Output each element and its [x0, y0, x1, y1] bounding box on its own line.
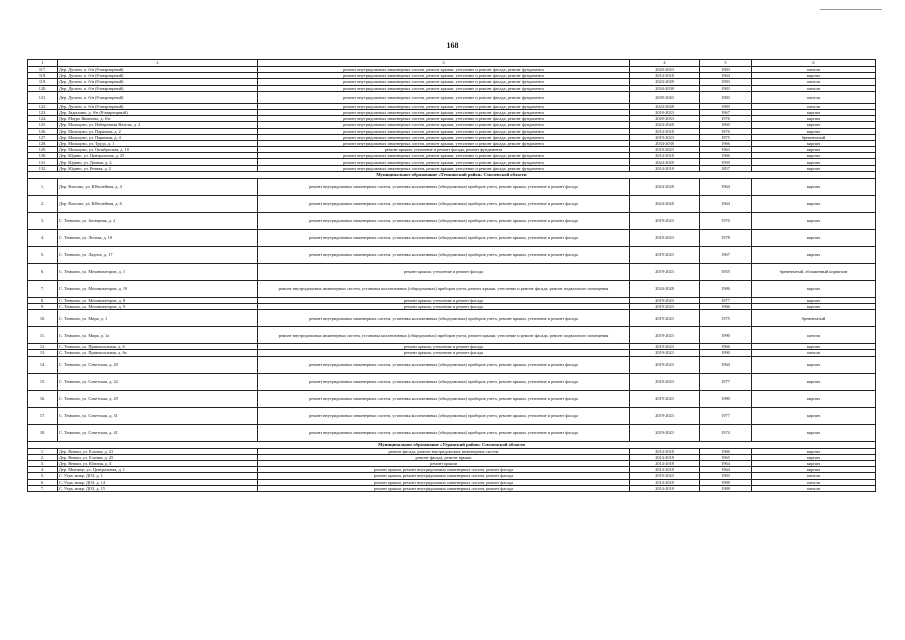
works-cell: ремонт внутридомовых инженерных систем, установка коллективных (общедомовых) приборов учета, ремонт крыши, утепление и ремонт фасада — [258, 373, 630, 390]
address-cell: Дер. Юдино, ул. Речная, д. 2 — [58, 165, 258, 171]
row-number: 124. — [28, 116, 58, 122]
year-built-cell: 1967 — [700, 246, 752, 263]
row-number: 130. — [28, 153, 58, 159]
year-built-cell: 1974 — [700, 424, 752, 441]
period-cell: 2019-2023 — [630, 373, 700, 390]
works-cell: ремонт крыши, ремонт внутридомовых инженерных систем, ремонт фасада — [258, 485, 630, 491]
address-cell: С. Темкино, ул. Мира, д. 1а — [58, 327, 258, 344]
address-cell: Дер. Мольцово, ул. Парковая, д. 4 — [58, 134, 258, 140]
row-number: 6. — [28, 263, 58, 280]
wall-material-cell: кирпич — [752, 246, 876, 263]
wall-material-cell: кирпич — [752, 165, 876, 171]
address-cell: С. Темкино, ул. Механизаторов, д. 8 — [58, 297, 258, 303]
row-number: 6. — [28, 479, 58, 485]
period-cell: 2019-2023 — [630, 246, 700, 263]
address-cell: Дер. Мольцово, ул. Октябрьская, д. 10 — [58, 147, 258, 153]
row-number: 125. — [28, 122, 58, 128]
column-number-row — [28, 60, 876, 67]
period-cell: 2034-2038 — [630, 85, 700, 91]
row-number: 127. — [28, 134, 58, 140]
works-cell: ремонт внутридомовых инженерных систем, ремонт крыши, утепление и ремонт фасада, ремонт фундамента — [258, 85, 630, 91]
row-number: 16. — [28, 390, 58, 407]
year-built-cell: 1965 — [700, 454, 752, 460]
wall-material-cell: кирпич — [752, 390, 876, 407]
year-built-cell: 1875 — [700, 134, 752, 140]
address-cell: Дер. Задыхино, д. б/н (8-квартирный) — [58, 109, 258, 115]
row-number: 119. — [28, 79, 58, 85]
period-cell: 2020-2023 — [630, 67, 700, 73]
year-built-cell: 1966 — [700, 344, 752, 350]
wall-material-cell: кирпич — [752, 448, 876, 454]
works-cell: ремонт крыши, ремонт внутридомовых инженерных систем, ремонт фасада — [258, 473, 630, 479]
table-row — [28, 373, 876, 390]
year-built-cell: 1988 — [700, 485, 752, 491]
works-cell: ремонт внутридомовых инженерных систем, установка коллективных (общедомовых) приборов учета, ремонт крыши, утепление и ремонт фасада — [258, 356, 630, 373]
row-number: 128. — [28, 140, 58, 146]
period-cell: 2014-2018 — [630, 165, 700, 171]
row-number: 122. — [28, 103, 58, 109]
row-number: 4. — [28, 467, 58, 473]
row-number: 3. — [28, 460, 58, 466]
table-row — [28, 195, 876, 212]
period-cell: 2024-2028 — [630, 195, 700, 212]
works-cell: ремонт фасада, ремонт крыши — [258, 454, 630, 460]
works-cell: ремонт внутридомовых инженерных систем, ремонт крыши, утепление и ремонт фасада, ремонт фундамента — [258, 165, 630, 171]
wall-material-cell: кирпич — [752, 159, 876, 165]
address-cell: Дер. Мытище, ул. Центральная, д. 1 — [58, 467, 258, 473]
row-number: 17. — [28, 407, 58, 424]
row-number: 10. — [28, 310, 58, 327]
period-cell: 2019-2023 — [630, 134, 700, 140]
address-cell: Дер. Власово, ул. Юбилейная, д. 6 — [58, 195, 258, 212]
wall-material-cell: панели — [752, 79, 876, 85]
period-cell: 2014-2018 — [630, 460, 700, 466]
row-number: 3. — [28, 212, 58, 229]
row-number: 126. — [28, 128, 58, 134]
table-row — [28, 246, 876, 263]
works-cell: ремонт внутридомовых инженерных систем, ремонт крыши, утепление и ремонт фасада, ремонт фундамента — [258, 103, 630, 109]
works-cell: ремонт внутридомовых инженерных систем, установка коллективных (общедомовых) приборов учета, ремонт крыши, утепление и ремонт фасада — [258, 407, 630, 424]
year-built-cell: 1966 — [700, 140, 752, 146]
address-cell: Дер. Дугино, п. б/н (8-квартирный) — [58, 103, 258, 109]
period-cell: 2014-2018 — [630, 479, 700, 485]
period-cell: 2019-2023 — [630, 109, 700, 115]
works-cell: ремонт внутридомовых инженерных систем, установка коллективных (общедомовых) приборов учета, ремонт крыши, утепление и ремонт фасада — [258, 424, 630, 441]
wall-material-cell: кирпич — [752, 128, 876, 134]
table-row — [28, 485, 876, 491]
table-row — [28, 356, 876, 373]
row-number: 2. — [28, 195, 58, 212]
table-row — [28, 327, 876, 344]
year-built-cell: 1964 — [700, 195, 752, 212]
address-cell: С. Темкино, ул. Советская, д. 20 — [58, 356, 258, 373]
year-built-cell: 1975 — [700, 310, 752, 327]
year-built-cell: 1964 — [700, 73, 752, 79]
works-cell: ремонт внутридомовых инженерных систем, ремонт крыши, утепление и ремонт фасада, ремонт фундамента — [258, 79, 630, 85]
works-cell: ремонт внутридомовых инженерных систем, ремонт крыши, утепление и ремонт фасада, ремонт фундамента — [258, 109, 630, 115]
year-built-cell: 1988 — [700, 479, 752, 485]
period-cell: 2019-2023 — [630, 297, 700, 303]
wall-material-cell: кирпич — [752, 467, 876, 473]
works-cell: ремонт внутридомовых инженерных систем, установка коллективных (общедомовых) приборов учета, ремонт крыши, утепление и ремонт фасада — [258, 195, 630, 212]
works-cell: ремонт внутридомовых инженерных систем, установка коллективных (общедомовых) приборов учета, ремонт крыши, утепление и ремонт фасада — [258, 229, 630, 246]
year-built-cell: 1983 — [700, 85, 752, 91]
period-cell: 2014-2018 — [630, 454, 700, 460]
table-row — [28, 407, 876, 424]
wall-material-cell: кирпич — [752, 356, 876, 373]
page-number: 168 — [446, 41, 459, 50]
year-built-cell: 1959 — [700, 159, 752, 165]
address-cell: Дер. Мольцово, ул. Парковая, д. 2 — [58, 128, 258, 134]
section-heading-row — [28, 171, 876, 178]
wall-material-cell: панели — [752, 485, 876, 491]
row-number: 120. — [28, 85, 58, 91]
row-number: 4. — [28, 229, 58, 246]
section-title: Муниципальное образование «Угранский район» Смоленской области — [28, 441, 876, 448]
address-cell: Дер. Юдино, ул. Дачная, д. 2 — [58, 159, 258, 165]
table-row — [28, 212, 876, 229]
year-built-cell: 1860 — [700, 122, 752, 128]
table-row — [28, 310, 876, 327]
wall-material-cell: бревенчатый — [752, 310, 876, 327]
address-cell: Дер. Дугино, п. б/н (8-квартирный) — [58, 73, 258, 79]
address-cell: Дер. Дугино, п. б/н (8-квартирный) — [58, 79, 258, 85]
table-row — [28, 229, 876, 246]
address-cell: С. Темкино, ул. Мира, д. 1 — [58, 310, 258, 327]
row-number: 132. — [28, 165, 58, 171]
works-cell: ремонт внутридомовых инженерных систем, ремонт крыши, утепление и ремонт фасада, ремонт фундамента — [258, 73, 630, 79]
year-built-cell: 1983 — [700, 79, 752, 85]
address-cell: С. Темкино, ул. Советская, д. 22 — [58, 373, 258, 390]
address-cell: С. Темкино, ул. Советская, д. 41 — [58, 424, 258, 441]
table-body — [28, 67, 876, 492]
wall-material-cell: панели — [752, 479, 876, 485]
address-cell: Дер. Мольцово, ул. Труда, д. 1 — [58, 140, 258, 146]
row-number: 1. — [28, 178, 58, 195]
address-cell: Дер. Мауро Яковлево, д. б/н — [58, 116, 258, 122]
wall-material-cell: кирпич — [752, 122, 876, 128]
column-header: 1 — [28, 60, 58, 67]
header-rule — [820, 9, 882, 10]
wall-material-cell: кирпич — [752, 304, 876, 310]
year-built-cell: 1977 — [700, 297, 752, 303]
period-cell: 2014-2018 — [630, 485, 700, 491]
wall-material-cell: кирпич — [752, 116, 876, 122]
wall-material-cell: кирпич — [752, 229, 876, 246]
period-cell: 2024-2028 — [630, 103, 700, 109]
row-number: 8. — [28, 297, 58, 303]
works-cell: ремонт крыши — [258, 460, 630, 466]
year-built-cell: 1977 — [700, 407, 752, 424]
period-cell: 2019-2023 — [630, 424, 700, 441]
works-cell: ремонт внутридомовых инженерных систем, установка коллективных (общедомовых) приборов учета, ремонт крыши, утепление и ремонт фасада — [258, 390, 630, 407]
year-built-cell: 1966 — [700, 153, 752, 159]
wall-material-cell: кирпич — [752, 407, 876, 424]
period-cell: 2019-2023 — [630, 344, 700, 350]
address-cell: Дер. Вешки, ул. Елочки, д. 25 — [58, 454, 258, 460]
wall-material-cell: кирпич — [752, 153, 876, 159]
table-row — [28, 263, 876, 280]
works-cell: ремонт внутридомовых инженерных систем, ремонт крыши, утепление и ремонт фасада, ремонт фундамента — [258, 134, 630, 140]
address-cell: С. Угра, микр. ДОЗ, д. 14 — [58, 479, 258, 485]
year-built-cell: 1977 — [700, 373, 752, 390]
works-cell: ремонт внутридомовых инженерных систем, установка коллективных (общедомовых) приборов учета, ремонт крыши, утепление и ремонт фасада — [258, 246, 630, 263]
row-number: 1. — [28, 448, 58, 454]
year-built-cell: 1966 — [700, 448, 752, 454]
period-cell: 2019-2023 — [630, 327, 700, 344]
wall-material-cell: кирпич — [752, 297, 876, 303]
works-cell: ремонт внутридомовых инженерных систем, ремонт крыши, утепление и ремонт фасада, ремонт фундамента — [258, 153, 630, 159]
address-cell: С. Темкино, ул. Советская, д. 29 — [58, 390, 258, 407]
period-cell: 2014-2018 — [630, 467, 700, 473]
period-cell: 2014-2018 — [630, 73, 700, 79]
year-built-cell: 1990 — [700, 350, 752, 356]
period-cell: 2024-2028 — [630, 159, 700, 165]
housing-register-table — [27, 59, 876, 492]
year-built-cell: 1976 — [700, 116, 752, 122]
wall-material-cell: кирпич — [752, 140, 876, 146]
row-number: 118. — [28, 73, 58, 79]
column-header: 6 — [752, 60, 876, 67]
address-cell: С. Темкино, ул. Привокзальная, д. 6 — [58, 344, 258, 350]
period-cell: 2019-2023 — [630, 310, 700, 327]
wall-material-cell: кирпич — [752, 280, 876, 297]
wall-material-cell: кирпич — [752, 147, 876, 153]
row-number: 7. — [28, 280, 58, 297]
year-built-cell: 1983 — [700, 91, 752, 103]
period-cell: 2039-2043 — [630, 91, 700, 103]
period-cell: 2024-2028 — [630, 79, 700, 85]
wall-material-cell: кирпич — [752, 344, 876, 350]
period-cell: 2024-2028 — [630, 122, 700, 128]
column-header: 2 — [58, 60, 258, 67]
period-cell: 2019-2023 — [630, 407, 700, 424]
wall-material-cell: панели — [752, 103, 876, 109]
row-number: 131. — [28, 159, 58, 165]
wall-material-cell: бревенчатый — [752, 134, 876, 140]
works-cell: ремонт внутридомовых инженерных систем, установка коллективных (общедомовых) приборов учета, ремонт крыши, утепление и ремонт фасада, ремонт подвального помещения — [258, 327, 630, 344]
address-cell: С. Темкино, ул. Механизаторов, д. 9 — [58, 304, 258, 310]
year-built-cell: 1983 — [700, 473, 752, 479]
period-cell: 2019-2023 — [630, 229, 700, 246]
year-built-cell: 1964 — [700, 356, 752, 373]
column-header: 5 — [700, 60, 752, 67]
table-row — [28, 91, 876, 103]
row-number: 9. — [28, 304, 58, 310]
address-cell: Дер. Дугино, п. б/н (8-квартирный) — [58, 85, 258, 91]
year-built-cell: 1966 — [700, 304, 752, 310]
period-cell: 2019-2023 — [630, 390, 700, 407]
works-cell: ремонт внутридомовых инженерных систем, ремонт крыши, утепление и ремонт фасада, ремонт фундамента — [258, 159, 630, 165]
period-cell: 2014-2018 — [630, 448, 700, 454]
address-cell: С. Темкино, ул. Ладное, д. 17 — [58, 246, 258, 263]
works-cell: ремонт внутридомовых инженерных систем, ремонт крыши, утепление и ремонт фасада, ремонт фундамента — [258, 128, 630, 134]
wall-material-cell: панели — [752, 85, 876, 91]
table-row — [28, 178, 876, 195]
wall-material-cell: бревенчатый, обложенный кирпичом — [752, 263, 876, 280]
year-built-cell: 1964 — [700, 178, 752, 195]
wall-material-cell: кирпич — [752, 212, 876, 229]
address-cell: С. Темкино, ул. Привокзальная, д. 6а — [58, 350, 258, 356]
address-cell: Дер. Юдино, ул. Центральная, д. 25 — [58, 153, 258, 159]
row-number: 14. — [28, 356, 58, 373]
year-built-cell: 1976 — [700, 212, 752, 229]
wall-material-cell: панели — [752, 327, 876, 344]
works-cell: ремонт крыши, ремонт внутридомовых инженерных систем, ремонт фасада — [258, 467, 630, 473]
works-cell: ремонт фасада, ремонт внутридомовых инженерных систем — [258, 448, 630, 454]
works-cell: ремонт крыши, утепление и ремонт фасада — [258, 304, 630, 310]
works-cell: ремонт внутридомовых инженерных систем, ремонт крыши, утепление и ремонт фасада, ремонт фундамента — [258, 116, 630, 122]
wall-material-cell: кирпич — [752, 373, 876, 390]
address-cell: С. Темкино, ул. Лесная, д. 10 — [58, 229, 258, 246]
row-number: 5. — [28, 473, 58, 479]
row-number: 129. — [28, 147, 58, 153]
address-cell: Дер. Дугино, п. б/н (8-квартирный) — [58, 67, 258, 73]
works-cell: ремонт внутридомовых инженерных систем, установка коллективных (общедомовых) приборов учета, ремонт крыши, утепление и ремонт фасада, ремонт подвального помещения — [258, 280, 630, 297]
year-built-cell: 1964 — [700, 460, 752, 466]
table-row — [28, 390, 876, 407]
wall-material-cell: кирпич — [752, 73, 876, 79]
row-number: 5. — [28, 246, 58, 263]
period-cell: 2034-2038 — [630, 140, 700, 146]
period-cell: 2019-2023 — [630, 263, 700, 280]
year-built-cell: 1964 — [700, 467, 752, 473]
wall-material-cell: кирпич — [752, 454, 876, 460]
wall-material-cell: кирпич — [752, 195, 876, 212]
year-built-cell: 1983 — [700, 103, 752, 109]
period-cell: 2019-2023 — [630, 212, 700, 229]
section-heading-row — [28, 441, 876, 448]
year-built-cell: 1978 — [700, 229, 752, 246]
row-number: 18. — [28, 424, 58, 441]
works-cell: ремонт крыши, ремонт внутридомовых инженерных систем, ремонт фасада — [258, 479, 630, 485]
address-cell: Дер. Власово, ул. Юбилейная, д. 4 — [58, 178, 258, 195]
wall-material-cell: кирпич — [752, 424, 876, 441]
year-built-cell: 1876 — [700, 128, 752, 134]
wall-material-cell: кирпич — [752, 109, 876, 115]
year-built-cell: 1983 — [700, 67, 752, 73]
year-built-cell: 1967 — [700, 109, 752, 115]
wall-material-cell: панели — [752, 473, 876, 479]
period-cell: 2019-2023 — [630, 304, 700, 310]
wall-material-cell: панели — [752, 67, 876, 73]
works-cell: ремонт внутридомовых инженерных систем, ремонт крыши, утепление и ремонт фасада, ремонт фундамента — [258, 67, 630, 73]
year-built-cell: 1986 — [700, 280, 752, 297]
wall-material-cell: кирпич — [752, 460, 876, 466]
period-cell: 2024-2028 — [630, 178, 700, 195]
address-cell: Дер. Вешки, ул. Елочки, д. 21 — [58, 448, 258, 454]
address-cell: Дер. Мольцово, ул. Набережная Вазузы, д. 2 — [58, 122, 258, 128]
wall-material-cell: панели — [752, 350, 876, 356]
row-number: 11. — [28, 327, 58, 344]
row-number: 13. — [28, 350, 58, 356]
period-cell: 2014-2018 — [630, 128, 700, 134]
address-cell: С. Угра, микр. ДОЗ, д. 1 — [58, 473, 258, 479]
period-cell: 2019-2023 — [630, 350, 700, 356]
wall-material-cell: кирпич — [752, 178, 876, 195]
works-cell: ремонт крыши, утепление и ремонт фасада — [258, 263, 630, 280]
works-cell: ремонт крыши, утепление и ремонт фасада, ремонт фундамента — [258, 147, 630, 153]
row-number: 15. — [28, 373, 58, 390]
address-cell: С. Темкино, ул. Советская, д. 31 — [58, 407, 258, 424]
row-number: 117. — [28, 67, 58, 73]
address-cell: С. Темкино, ул. Механизаторов, д. 19 — [58, 280, 258, 297]
works-cell: ремонт внутридомовых инженерных систем, ремонт крыши, утепление и ремонт фасада, ремонт фундамента — [258, 122, 630, 128]
row-number: 2. — [28, 454, 58, 460]
table-row — [28, 280, 876, 297]
address-cell: Дер. Вешки, ул. Южная, д. 4 — [58, 460, 258, 466]
year-built-cell: 1963 — [700, 147, 752, 153]
row-number: 7. — [28, 485, 58, 491]
works-cell: ремонт крыши, утепление и ремонт фасада — [258, 297, 630, 303]
row-number: 121. — [28, 91, 58, 103]
works-cell: ремонт внутридомовых инженерных систем, ремонт крыши, утепление и ремонт фасада, ремонт фундамента — [258, 140, 630, 146]
section-title: Муниципальное образование «Темкинский район» Смоленской области — [28, 171, 876, 178]
works-cell: ремонт внутридомовых инженерных систем, установка коллективных (общедомовых) приборов учета, ремонт крыши, утепление и ремонт фасада — [258, 212, 630, 229]
period-cell: 2019-2023 — [630, 473, 700, 479]
year-built-cell: 1955 — [700, 263, 752, 280]
period-cell: 2024-2028 — [630, 280, 700, 297]
address-cell: С. Темкино, ул. Заозерная, д. 2 — [58, 212, 258, 229]
table-row — [28, 424, 876, 441]
year-built-cell: 1980 — [700, 390, 752, 407]
period-cell: 2029-2033 — [630, 116, 700, 122]
column-header: 3 — [258, 60, 630, 67]
address-cell: С. Темкино, ул. Механизаторов, д. 1 — [58, 263, 258, 280]
works-cell: ремонт крыши, утепление и ремонт фасада — [258, 350, 630, 356]
works-cell: ремонт внутридомовых инженерных систем, установка коллективных (общедомовых) приборов учета, ремонт крыши, утепление и ремонт фасада — [258, 310, 630, 327]
year-built-cell: 1990 — [700, 327, 752, 344]
period-cell: 2019-2023 — [630, 147, 700, 153]
year-built-cell: 1857 — [700, 165, 752, 171]
works-cell: ремонт крыши, утепление и ремонт фасада — [258, 344, 630, 350]
works-cell: ремонт внутридомовых инженерных систем, установка коллективных (общедомовых) приборов учета, ремонт крыши, утепление и ремонт фасада — [258, 178, 630, 195]
address-cell: Дер. Дугино, п. б/н (8-квартирный) — [58, 91, 258, 103]
column-header: 4 — [630, 60, 700, 67]
address-cell: С. Угра, микр. ДОЗ, д. 15 — [58, 485, 258, 491]
wall-material-cell: панели — [752, 91, 876, 103]
period-cell: 2014-2018 — [630, 153, 700, 159]
row-number: 123. — [28, 109, 58, 115]
works-cell: ремонт внутридомовых инженерных систем, ремонт крыши, утепление и ремонт фасада, ремонт фундамента — [258, 91, 630, 103]
period-cell: 2019-2023 — [630, 356, 700, 373]
row-number: 12. — [28, 344, 58, 350]
